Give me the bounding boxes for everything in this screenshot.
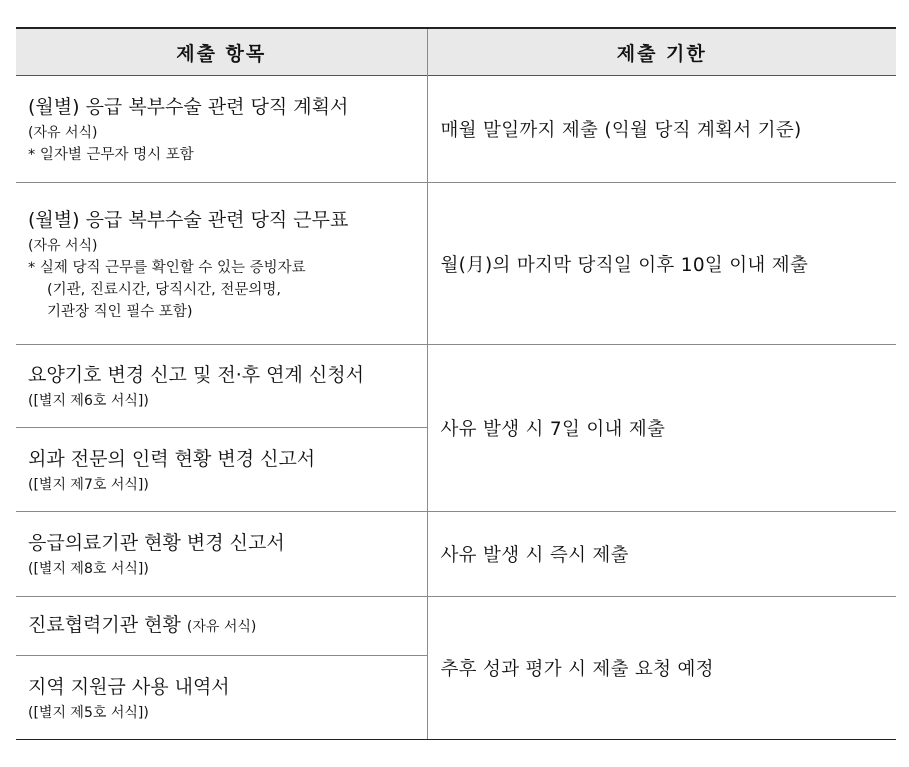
table-row (16, 597, 896, 656)
deadline-cell: 월(月)의 마지막 당직일 이후 10일 이내 제출 (440, 254, 809, 276)
item-title: (월별) 응급 복부수술 관련 당직 근무표 (28, 208, 349, 231)
item-cell (16, 76, 427, 183)
item-title-line (28, 610, 427, 642)
item-form: ([별지 제5호 서식]) (28, 704, 149, 721)
item-form: (자유 서식) (28, 237, 98, 254)
deadline-cell: 사유 발생 시 즉시 제출 (440, 545, 629, 566)
table-row (16, 183, 896, 345)
item-title: 외과 전문의 인력 현황 변경 신고서 (28, 447, 316, 470)
item-form: (자유 서식) (186, 619, 257, 635)
deadline-cell: 추후 성과 평가 시 제출 요청 예정 (427, 597, 896, 740)
item-title: 응급의료기관 현황 변경 신고서 (28, 532, 285, 554)
item-cell (16, 597, 427, 656)
deadline-cell: 사유 발생 시 7일 이내 제출 (427, 345, 896, 512)
table-row (16, 512, 896, 597)
submission-table-wrapper (16, 27, 896, 740)
item-note: * 일자별 근무자 명시 포함 (28, 147, 194, 163)
item-title: 지역 지원금 사용 내역서 (28, 675, 230, 698)
submission-table (16, 27, 896, 740)
table-row (16, 76, 896, 183)
item-title: 요양기호 변경 신고 및 전·후 연계 신청서 (28, 364, 364, 386)
item-title: (월별) 응급 복부수술 관련 당직 계획서 (28, 96, 349, 118)
item-title: 진료협력기관 현황 (28, 614, 181, 636)
item-cell (16, 183, 427, 345)
item-cell (16, 656, 427, 740)
item-cell (16, 345, 427, 428)
item-form: ([별지 제7호 서식]) (28, 476, 149, 493)
table-header-row (16, 28, 896, 76)
header-deadline: 제출 기한 (427, 28, 896, 76)
item-form: (자유 서식) (28, 125, 98, 141)
item-cell (16, 428, 427, 512)
item-form: ([별지 제8호 서식]) (28, 561, 149, 577)
item-note-continued: (기관, 진료시간, 당직시간, 전문의명, (47, 281, 282, 298)
deadline-cell: 매월 말일까지 제출 (익월 당직 계획서 기준) (440, 120, 802, 141)
item-note-continued: 기관장 직인 필수 포함) (47, 303, 193, 320)
table-row (16, 345, 896, 428)
item-note: * 실제 당직 근무를 확인할 수 있는 증빙자료 (28, 259, 306, 276)
header-item: 제출 항목 (16, 28, 427, 76)
item-form: ([별지 제6호 서식]) (28, 393, 149, 409)
item-cell (16, 512, 427, 597)
